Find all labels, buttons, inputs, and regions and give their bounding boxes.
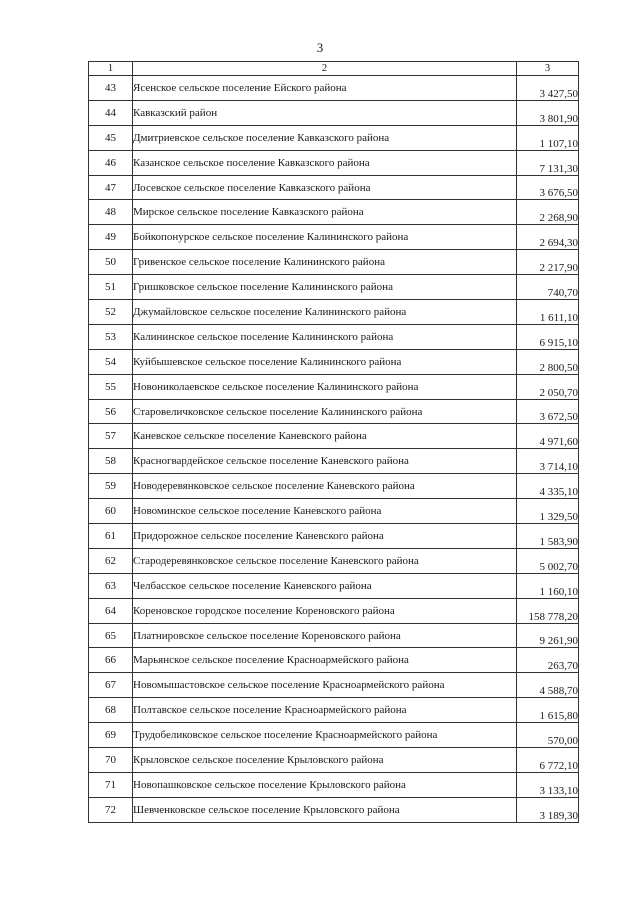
table-row [89,623,579,648]
settlement-name-cell: Калининское сельское поселение Калининского района [133,324,517,349]
amount-cell: 9 261,90 [517,623,579,648]
row-number-cell: 58 [89,449,133,474]
amount-cell: 3 801,90 [517,100,579,125]
row-number-cell: 50 [89,250,133,275]
amount-cell: 6 772,10 [517,748,579,773]
row-number-cell: 59 [89,474,133,499]
settlements-table [88,61,579,823]
settlement-name-cell: Лосевское сельское поселение Кавказского района [133,175,517,200]
amount-cell: 3 133,10 [517,772,579,797]
table-row [89,598,579,623]
row-number-cell: 66 [89,648,133,673]
settlement-name-cell: Красногвардейское сельское поселение Каневского района [133,449,517,474]
header-col-3: 3 [517,62,579,76]
settlement-name-cell: Мирское сельское поселение Кавказского района [133,200,517,225]
amount-cell: 3 714,10 [517,449,579,474]
settlement-name-cell: Новомышастовское сельское поселение Красноармейского района [133,673,517,698]
table-row [89,548,579,573]
row-number-cell: 63 [89,573,133,598]
row-number-cell: 61 [89,524,133,549]
table-row [89,125,579,150]
table-row [89,200,579,225]
amount-cell: 2 800,50 [517,349,579,374]
settlement-name-cell: Джумайловское сельское поселение Калининского района [133,300,517,325]
amount-cell: 3 427,50 [517,76,579,101]
table-row [89,499,579,524]
amount-cell: 1 611,10 [517,300,579,325]
table-row [89,100,579,125]
table-row [89,175,579,200]
row-number-cell: 72 [89,797,133,822]
table-row [89,648,579,673]
table-row [89,250,579,275]
table-row [89,349,579,374]
settlement-name-cell: Ясенское сельское поселение Ейского района [133,76,517,101]
settlement-name-cell: Казанское сельское поселение Кавказского района [133,150,517,175]
row-number-cell: 48 [89,200,133,225]
table-row [89,449,579,474]
amount-cell: 1 329,50 [517,499,579,524]
amount-cell: 4 971,60 [517,424,579,449]
row-number-cell: 69 [89,723,133,748]
row-number-cell: 55 [89,374,133,399]
table-row [89,673,579,698]
amount-cell: 3 672,50 [517,399,579,424]
table-row [89,474,579,499]
row-number-cell: 54 [89,349,133,374]
amount-cell: 2 694,30 [517,225,579,250]
table-row [89,300,579,325]
row-number-cell: 67 [89,673,133,698]
table-row [89,748,579,773]
settlement-name-cell: Придорожное сельское поселение Каневского района [133,524,517,549]
amount-cell: 4 588,70 [517,673,579,698]
amount-cell: 3 189,30 [517,797,579,822]
table-row [89,573,579,598]
amount-cell: 158 778,20 [517,598,579,623]
row-number-cell: 53 [89,324,133,349]
row-number-cell: 65 [89,623,133,648]
settlement-name-cell: Полтавское сельское поселение Красноармейского района [133,698,517,723]
header-row [89,62,579,76]
row-number-cell: 49 [89,225,133,250]
row-number-cell: 52 [89,300,133,325]
table-row [89,698,579,723]
settlement-name-cell: Каневское сельское поселение Каневского района [133,424,517,449]
settlement-name-cell: Челбасское сельское поселение Каневского района [133,573,517,598]
settlement-name-cell: Гришковское сельское поселение Калининского района [133,275,517,300]
amount-cell: 1 583,90 [517,524,579,549]
settlement-name-cell: Дмитриевское сельское поселение Кавказского района [133,125,517,150]
settlement-name-cell: Кореновское городское поселение Кореновского района [133,598,517,623]
settlement-name-cell: Марьянское сельское поселение Красноармейского района [133,648,517,673]
amount-cell: 1 615,80 [517,698,579,723]
row-number-cell: 44 [89,100,133,125]
amount-cell: 2 268,90 [517,200,579,225]
header-col-1: 1 [89,62,133,76]
header-col-2: 2 [133,62,517,76]
table-row [89,324,579,349]
row-number-cell: 43 [89,76,133,101]
table-row [89,772,579,797]
settlement-name-cell: Гривенское сельское поселение Калининского района [133,250,517,275]
amount-cell: 263,70 [517,648,579,673]
amount-cell: 7 131,30 [517,150,579,175]
row-number-cell: 62 [89,548,133,573]
settlement-name-cell: Новопашковское сельское поселение Крыловского района [133,772,517,797]
row-number-cell: 71 [89,772,133,797]
row-number-cell: 46 [89,150,133,175]
amount-cell: 4 335,10 [517,474,579,499]
settlement-name-cell: Новониколаевское сельское поселение Калининского района [133,374,517,399]
amount-cell: 6 915,10 [517,324,579,349]
row-number-cell: 47 [89,175,133,200]
settlement-name-cell: Куйбышевское сельское поселение Калининского района [133,349,517,374]
table-row [89,275,579,300]
table-row [89,150,579,175]
row-number-cell: 68 [89,698,133,723]
table-row [89,374,579,399]
amount-cell: 5 002,70 [517,548,579,573]
settlement-name-cell: Стародеревянковское сельское поселение Каневского района [133,548,517,573]
settlement-name-cell: Кавказский район [133,100,517,125]
amount-cell: 2 217,90 [517,250,579,275]
settlement-name-cell: Новодеревянковское сельское поселение Каневского района [133,474,517,499]
settlement-name-cell: Шевченковское сельское поселение Крыловского района [133,797,517,822]
table-row [89,424,579,449]
amount-cell: 3 676,50 [517,175,579,200]
row-number-cell: 45 [89,125,133,150]
row-number-cell: 60 [89,499,133,524]
settlement-name-cell: Новоминское сельское поселение Каневского района [133,499,517,524]
amount-cell: 1 160,10 [517,573,579,598]
settlement-name-cell: Трудобеликовское сельское поселение Красноармейского района [133,723,517,748]
amount-cell: 570,00 [517,723,579,748]
table-row [89,723,579,748]
row-number-cell: 70 [89,748,133,773]
page-number: 3 [316,40,324,55]
row-number-cell: 56 [89,399,133,424]
amount-cell: 2 050,70 [517,374,579,399]
settlement-name-cell: Крыловское сельское поселение Крыловского района [133,748,517,773]
amount-cell: 740,70 [517,275,579,300]
table-row [89,797,579,822]
table-row [89,399,579,424]
table-row [89,76,579,101]
settlement-name-cell: Платнировское сельское поселение Кореновского района [133,623,517,648]
row-number-cell: 64 [89,598,133,623]
table-row [89,225,579,250]
row-number-cell: 51 [89,275,133,300]
table-row [89,524,579,549]
settlement-name-cell: Старовеличковское сельское поселение Калининского района [133,399,517,424]
amount-cell: 1 107,10 [517,125,579,150]
settlement-name-cell: Бойкопонурское сельское поселение Калининского района [133,225,517,250]
row-number-cell: 57 [89,424,133,449]
